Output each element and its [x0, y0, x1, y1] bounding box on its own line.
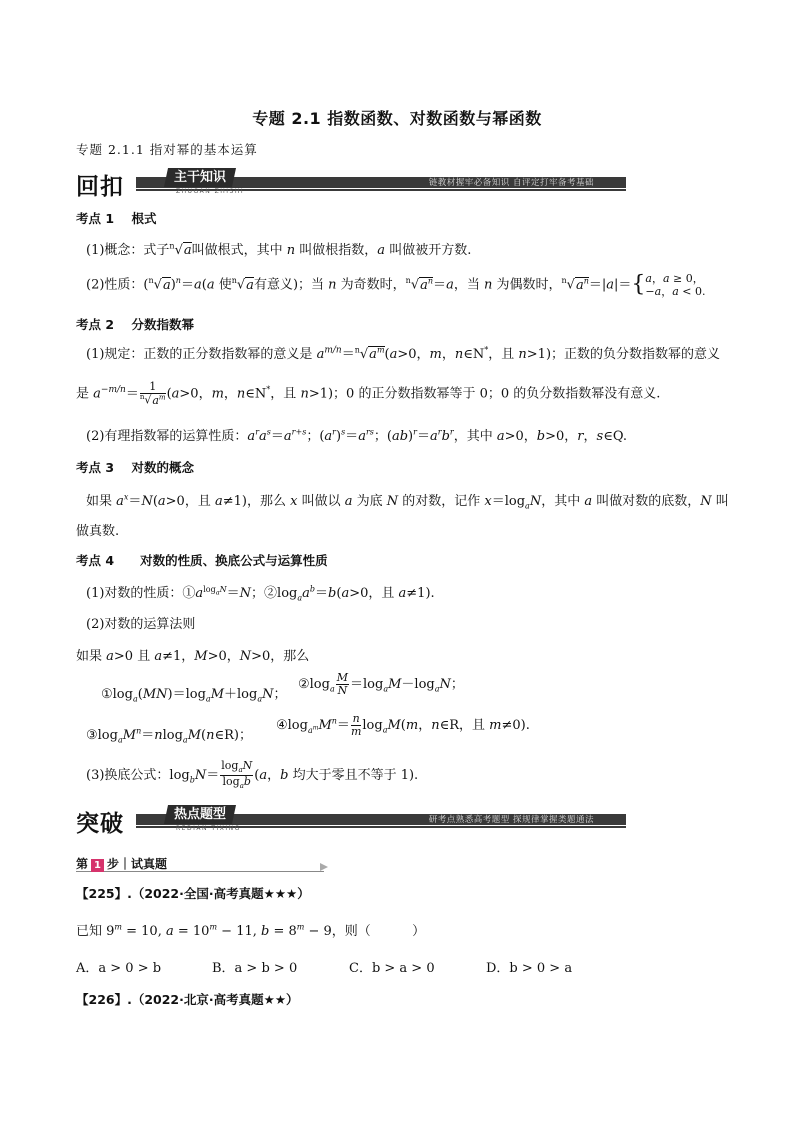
banner-slogan: 研考点熟悉高考题型 探规律掌握类题通法	[428, 815, 594, 825]
question-226-heading: 【226】.（2022·北京·高考真题★★）	[76, 992, 299, 1007]
log-rule-4: $④\log_{a^m}M^n=$ $\frac{n}{m}$ $\log_aM(m$，n∈R，且 m≠0).	[276, 712, 530, 739]
log-rule-1: $①\log_a(MN)=\log_aM+\log_aN$；	[101, 687, 287, 704]
kaodian-4-heading: 考点 4 对数的性质、换底公式与运算性质	[76, 553, 328, 568]
kaodian-1-heading: 考点 1 根式	[76, 211, 157, 226]
step-arrow-icon	[320, 863, 328, 871]
kaodian-2-line-3: (2)有理指数幂的运算性质：$a^ra^s=a^{r+s}$；$(a^r)^s=a^{rs}$；$(ab)^r=a^rb^r$，其中 a>0，b>0，r，s∈Q.	[86, 427, 627, 444]
banner-tag: 主干知识	[164, 168, 236, 187]
kaodian-2-line-1: (1)规定：正数的正分数指数幂的意义是 $a^{m/n}=^n√a^m(a>0$，m，n∈N*，且 n>1)；正数的负分数指数幂的意义	[86, 345, 721, 362]
kaodian-3-line-2: 做真数.	[76, 524, 120, 539]
banner-breakthrough	[76, 807, 626, 837]
kaodian-2-heading: 考点 2 分数指数幂	[76, 317, 194, 332]
kaodian-4-line-4: (3)换底公式：$\log_bN=$ $\frac{\log_aN}{\log_ab}$ (a，b 均大于零且不等于 1).	[86, 759, 419, 791]
kaodian-2-line-2: 是 $a^{-m/n}=$ $\frac{1}{^n√a^m}$ (a>0，m，n∈N*，且 n>1)；0 的正分数指数幂等于 0；0 的负分数指数幂没有意义.	[76, 380, 661, 407]
log-rule-2: $②\log_a$ $\frac{M}{N}$ $=\log_aM-\log_aN$；	[298, 671, 464, 698]
banner-slogan: 链教材握牢必备知识 自评定打牢备考基础	[428, 178, 594, 188]
kaodian-3-line-1: 如果 $a^x=N(a>0$，且 a≠1)，那么 x 叫做以 a 为底 N 的对数，记作 $x=\log_aN$，其中 a 叫做对数的底数，N 叫	[86, 492, 729, 511]
banner-big-text: 突破	[76, 811, 124, 837]
step-number: 1	[91, 859, 104, 872]
option-b[interactable]: B．a > b > 0	[212, 961, 298, 976]
banner-pinyin: REDIAN TIXING	[176, 825, 241, 832]
log-rule-3: $③\log_aM^n=nlog_aM(n\in R)$；	[86, 726, 252, 745]
option-a[interactable]: A．a > 0 > b	[76, 961, 162, 976]
banner-review	[76, 170, 626, 200]
question-225-stem: 已知 $9^m = 10$, $a = 10^m - 11$, $b = 8^m - 9$，则（ ）	[76, 922, 426, 939]
banner-pinyin: ZHUGAN ZHISHI	[176, 188, 245, 195]
kaodian-1-line-1: (1)概念：式子$^n$√a叫做根式，其中 n 叫做根指数，a 叫做被开方数.	[86, 241, 472, 258]
page-title: 专题 2.1 指数函数、对数函数与幂函数	[252, 109, 542, 128]
kaodian-4-line-1: (1)对数的性质：$①a^{log_aN}=N$；$②\log_aa^b=b(a>0$，且 a≠1).	[86, 584, 435, 603]
kaodian-4-line-3: 如果 a>0 且 a≠1，M>0，N>0，那么	[76, 649, 310, 664]
banner-tag: 热点题型	[164, 805, 236, 824]
banner-big-text: 回扣	[76, 174, 124, 200]
question-225-heading: 【225】.（2022·全国·高考真题★★★）	[76, 886, 310, 901]
kaodian-4-line-2: (2)对数的运算法则	[86, 617, 196, 632]
section-subtitle: 专题 2.1.1 指对幂的基本运算	[76, 142, 258, 157]
kaodian-3-heading: 考点 3 对数的概念	[76, 460, 194, 475]
option-c[interactable]: C．b > a > 0	[349, 961, 435, 976]
step-label: 第 1 步｜试真题	[76, 857, 324, 872]
option-d[interactable]: D．b > 0 > a	[486, 961, 573, 976]
kaodian-1-line-2: (2)性质：$(^n√a)^n=a(a$ 使$^n$√a有意义)；当 n 为奇数时，$^n√a^n=a$，当 n 为偶数时，$^n√a^n=|a|=\{a$，a ≥ 0， −a，a < 0.	[86, 272, 706, 298]
